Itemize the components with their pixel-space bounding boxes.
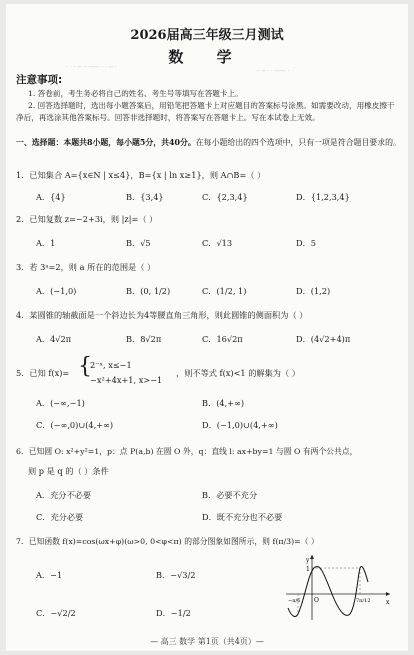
- question-2-option-d: D．5: [296, 238, 316, 248]
- question-2-option-c: C．√13: [202, 238, 233, 248]
- question-4-option-d: D．(4√2+4)π: [296, 334, 351, 344]
- question-1-option-b: B．{3,4}: [126, 192, 164, 202]
- y-axis-label: y: [306, 557, 310, 564]
- page-footer: — 高三 数学 第1页（共4页）—: [150, 637, 264, 646]
- question-3-stem: 3．若 3ᵃ=2，则 a 所在的范围是（ ）: [16, 262, 156, 272]
- question-5-option-c: C．(−∞,0)∪(4,+∞): [36, 420, 114, 430]
- question-7-option-d: D．−1/2: [156, 608, 191, 618]
- question-4-option-b: B．8√2π: [126, 334, 162, 344]
- bleed-through-text: ·· ─ · · ─── ·: [256, 68, 290, 75]
- question-5-option-b: B．(4,+∞): [202, 398, 245, 408]
- cosine-curve: [288, 566, 368, 616]
- question-3-option-a: A．(−1,0): [36, 286, 77, 296]
- exam-page: [6, 4, 408, 651]
- question-1-option-a: A．{4}: [36, 192, 66, 202]
- question-4-option-c: C．16√2π: [202, 334, 243, 344]
- y-axis-arrow: [310, 555, 314, 559]
- question-7-option-c: C．−√2/2: [36, 608, 76, 618]
- question-5-option-a: A．(−∞,−1): [36, 398, 85, 408]
- question-6-option-c: C．充分必要: [36, 512, 84, 522]
- question-6-option-a: A．充分不必要: [36, 490, 92, 500]
- question-2-stem: 2．已知复数 z=−2+3i，则 |z|=（ ）: [16, 214, 158, 224]
- question-6-option-b: B．必要不充分: [202, 490, 258, 500]
- question-2-option-a: A．1: [36, 238, 56, 248]
- piecewise-brace: {: [78, 354, 92, 379]
- question-6-option-d: D．既不充分也不必要: [202, 512, 283, 522]
- question-1-option-c: C．{2,3,4}: [202, 192, 248, 202]
- question-3-option-b: B．(0, 1/2): [126, 286, 171, 296]
- notice-item-1: 1. 答卷前，考生务必将自己的姓名、考生号等填写在答题卡上。: [28, 89, 243, 98]
- y-tick-label: 1: [306, 566, 310, 573]
- question-6-stem-2: 则 p 是 q 的（ ）条件: [28, 466, 109, 476]
- question-7-option-b: B．−√3/2: [156, 570, 196, 580]
- question-3-option-c: C．(1/2, 1): [202, 286, 247, 296]
- question-2-option-b: B．√5: [126, 238, 151, 248]
- question-5-case-1: 2⁻ˣ, x≤−1: [90, 360, 132, 370]
- x-axis-arrow: [386, 592, 390, 596]
- origin-label: O: [314, 597, 319, 604]
- question-7-option-a: A．−1: [36, 570, 63, 580]
- question-7-stem: 7．已知函数 f(x)=cos(ωx+φ)(ω>0, 0<φ<π) 的部分图象如图所示，则 f(π/3)=（ ）: [16, 537, 319, 546]
- notice-heading: 注意事项:: [16, 74, 63, 86]
- section-heading-rest: 在每小题给出的四个选项中，只有一项是符合题目要求的。: [195, 138, 401, 147]
- question-3-option-d: D．(1,2): [296, 286, 331, 296]
- bleed-through-text: · · · ─ ·· ─── · · ─ ·: [66, 64, 117, 71]
- question-5-stem-prefix: 5．已知 f(x)=: [16, 368, 70, 378]
- question-5-stem-suffix: ，则不等式 f(x)<1 的解集为（ ）: [176, 368, 300, 378]
- question-5-option-d: D．(−1,0)∪(4,+∞): [202, 420, 278, 430]
- x-tick-right-label: 7π/12: [356, 598, 371, 604]
- function-graph: [284, 552, 394, 622]
- question-1-option-d: D．{1,2,3,4}: [296, 192, 350, 202]
- question-4-stem: 4．某圆锥的轴截面是一个斜边长为4等腰直角三角形，则此圆锥的侧面积为（ ）: [16, 310, 308, 320]
- question-1-stem: 1．已知集合 A={x∈N | x≤4}，B={x | ln x≥1}，则 A∩B=（ ）: [16, 170, 266, 180]
- question-6-stem: 6．已知圆 O: x²+y²=1，p：点 P(a,b) 在圆 O 外，q：直线 l: ax+by=1 与圆 O 有两个公共点，: [16, 447, 358, 456]
- question-4-option-a: A．4√2π: [36, 334, 72, 344]
- x-tick-left-label: −π/6: [288, 598, 301, 604]
- x-axis-label: x: [386, 599, 390, 606]
- exam-title: 2026届高三年级三月测试: [130, 28, 284, 43]
- exam-subject: 数 学: [168, 48, 246, 66]
- notice-item-2: 2. 回答选择题时，选出每小题答案后，用铅笔把答题卡上对应题目的答案标号涂黑。如需要改动，用橡皮擦干净后，再选涂其他答案标号。回答非选择题时，将答案写在答题卡上。写在本试卷上无效。: [16, 101, 395, 122]
- question-5-case-2: −x²+4x+1, x>−1: [90, 375, 163, 385]
- section-heading-prefix: 一、选择题：本题共8小题，每小题5分，共40分。: [16, 138, 196, 147]
- section-heading: [16, 137, 402, 149]
